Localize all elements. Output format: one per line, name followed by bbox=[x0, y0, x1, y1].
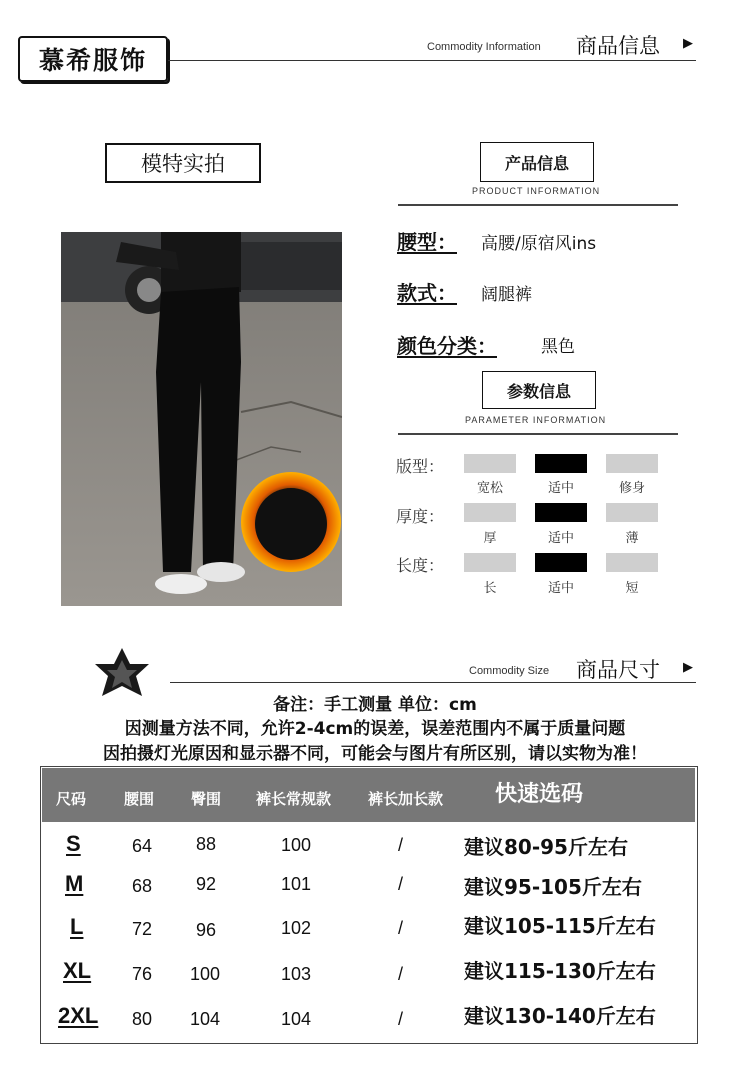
right-arrow-icon: ▶ bbox=[683, 36, 693, 51]
header-length-regular: 裤长常规款 bbox=[256, 790, 332, 808]
param-length-option-2: 短 bbox=[625, 581, 639, 596]
product-info-en: PRODUCT INFORMATION bbox=[472, 186, 601, 196]
note-tolerance: 因测量方法不同，允许2-4cm的误差，误差范围内不属于质量问题 bbox=[124, 719, 626, 739]
waist-type-value: 高腰/原宿风ins bbox=[481, 234, 597, 254]
brand-logo: 慕希服饰 bbox=[18, 36, 168, 82]
param-thickness-swatch-1 bbox=[535, 503, 587, 522]
header-waist: 腰围 bbox=[124, 790, 155, 808]
recommend-cell: 建议95-105斤左右 bbox=[464, 875, 642, 899]
size-label: M bbox=[65, 871, 84, 896]
param-thickness-swatch-2 bbox=[606, 503, 658, 522]
recommend-cell: 建议80-95斤左右 bbox=[464, 835, 628, 859]
commodity-info-cn: 商品信息 bbox=[576, 34, 660, 58]
product-info-divider bbox=[398, 204, 678, 206]
header-quick-select: 快速选码 bbox=[495, 782, 584, 807]
length-cell: 104 bbox=[281, 1009, 312, 1029]
length-cell: 100 bbox=[281, 835, 312, 855]
header-length-long: 裤长加长款 bbox=[368, 790, 444, 808]
waist-cell: 72 bbox=[132, 919, 153, 939]
length-cell: 102 bbox=[281, 918, 312, 938]
size-label: 2XL bbox=[58, 1003, 99, 1028]
header-hip: 臀围 bbox=[191, 790, 222, 808]
long-cell: / bbox=[398, 1009, 404, 1029]
recommend-cell: 建议105-115斤左右 bbox=[464, 914, 656, 938]
recommend-cell: 建议115-130斤左右 bbox=[464, 959, 656, 983]
param-fit-option-1: 适中 bbox=[547, 481, 574, 496]
note-measure: 备注：手工测量 单位：cm bbox=[273, 695, 477, 715]
right-arrow-icon: ▶ bbox=[683, 660, 693, 675]
hip-cell: 104 bbox=[190, 1009, 221, 1029]
recommend-cell: 建议130-140斤左右 bbox=[464, 1004, 656, 1028]
product-info-title: 产品信息 bbox=[480, 142, 594, 182]
header-size: 尺码 bbox=[56, 790, 87, 808]
param-thickness-label: 厚度： bbox=[396, 507, 445, 526]
model-photo-illustration bbox=[61, 232, 342, 606]
commodity-size-en: Commodity Size bbox=[469, 665, 550, 677]
waist-cell: 68 bbox=[132, 876, 153, 896]
param-fit-option-2: 修身 bbox=[618, 481, 645, 496]
parameter-info-en: PARAMETER INFORMATION bbox=[465, 415, 607, 425]
long-cell: / bbox=[398, 874, 404, 894]
length-cell: 103 bbox=[281, 964, 312, 984]
hip-cell: 96 bbox=[196, 920, 217, 940]
size-label: XL bbox=[63, 958, 92, 983]
waist-cell: 76 bbox=[132, 964, 153, 984]
parameter-info-divider bbox=[398, 433, 678, 435]
note-lighting: 因拍摄灯光原因和显示器不同，可能会与图片有所区别，请以实物为准！ bbox=[103, 744, 647, 764]
style-value: 阔腿裤 bbox=[481, 285, 532, 305]
color-value: 黑色 bbox=[541, 337, 575, 357]
waist-type-key: 腰型： bbox=[397, 230, 457, 254]
length-cell: 101 bbox=[281, 874, 312, 894]
header-divider bbox=[168, 60, 696, 61]
size-label: L bbox=[70, 914, 84, 939]
param-length-swatch-1 bbox=[535, 553, 587, 572]
waist-cell: 80 bbox=[132, 1009, 153, 1029]
param-length-option-0: 长 bbox=[483, 581, 497, 596]
param-thickness-option-2: 薄 bbox=[625, 531, 639, 546]
model-photo-label: 模特实拍 bbox=[105, 143, 261, 183]
model-photo bbox=[61, 232, 342, 606]
color-key: 颜色分类： bbox=[397, 334, 497, 358]
param-length-label: 长度： bbox=[396, 556, 445, 575]
param-fit-swatch-2 bbox=[606, 454, 658, 473]
commodity-info-en: Commodity Information bbox=[427, 41, 541, 53]
parameter-info-title: 参数信息 bbox=[482, 371, 596, 409]
param-thickness-option-0: 厚 bbox=[483, 531, 497, 546]
long-cell: / bbox=[398, 964, 404, 984]
param-fit-swatch-1 bbox=[535, 454, 587, 473]
commodity-size-cn: 商品尺寸 bbox=[576, 658, 660, 682]
waist-cell: 64 bbox=[132, 836, 153, 856]
param-length-swatch-0 bbox=[464, 553, 516, 572]
param-length-swatch-2 bbox=[606, 553, 658, 572]
long-cell: / bbox=[398, 918, 404, 938]
hip-cell: 92 bbox=[196, 874, 217, 894]
hip-cell: 88 bbox=[196, 834, 217, 854]
param-length-option-1: 适中 bbox=[547, 581, 574, 596]
long-cell: / bbox=[398, 835, 404, 855]
param-fit-option-0: 宽松 bbox=[476, 481, 503, 496]
param-thickness-option-1: 适中 bbox=[547, 531, 574, 546]
hip-cell: 100 bbox=[190, 964, 221, 984]
style-key: 款式： bbox=[397, 281, 457, 305]
param-fit-swatch-0 bbox=[464, 454, 516, 473]
size-label: S bbox=[66, 831, 81, 856]
param-fit-label: 版型： bbox=[396, 457, 445, 476]
param-thickness-swatch-0 bbox=[464, 503, 516, 522]
